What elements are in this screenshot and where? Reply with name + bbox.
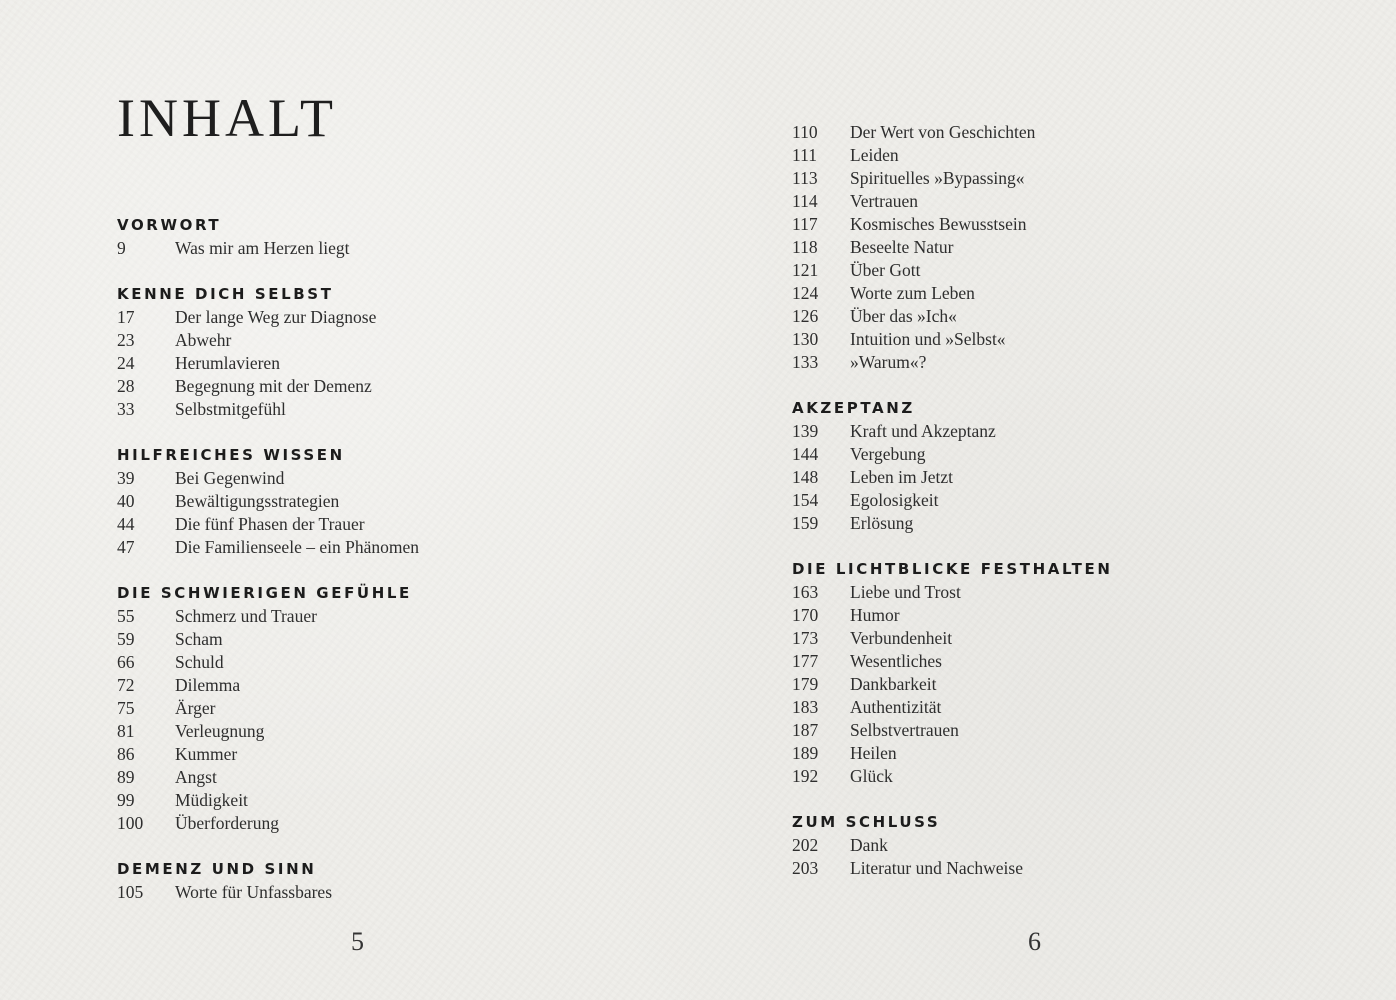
entry-page-number: 192	[792, 766, 819, 786]
toc-entry	[792, 144, 1113, 167]
toc-entry	[117, 674, 419, 697]
entry-title: Selbstmitgefühl	[175, 399, 286, 419]
entry-page-number: 99	[117, 790, 135, 810]
section-heading: ZUM SCHLUSS	[792, 813, 941, 831]
entry-title: Abwehr	[175, 330, 232, 350]
entry-page-number: 154	[792, 490, 819, 510]
entry-page-number: 179	[792, 674, 819, 694]
section-heading: KENNE DICH SELBST	[117, 285, 334, 303]
entry-page-number: 121	[792, 260, 819, 280]
toc-entry	[792, 305, 1113, 328]
entry-title: Dank	[850, 835, 888, 855]
toc-entry	[117, 720, 419, 743]
entry-page-number: 105	[117, 882, 144, 902]
section-heading: AKZEPTANZ	[792, 399, 915, 417]
toc-entry	[117, 306, 419, 329]
toc-entry	[792, 765, 1113, 788]
entry-page-number: 75	[117, 698, 135, 718]
toc-entry	[117, 375, 419, 398]
page-number-left: 5	[351, 927, 364, 956]
toc-entry	[117, 697, 419, 720]
toc-entry	[117, 329, 419, 352]
toc-entry	[792, 834, 1113, 857]
toc-entry	[792, 213, 1113, 236]
entry-page-number: 170	[792, 605, 819, 625]
toc-entry	[792, 719, 1113, 742]
toc-entry	[792, 604, 1113, 627]
entry-title: Heilen	[850, 743, 897, 763]
entry-title: Spirituelles »Bypassing«	[850, 168, 1025, 188]
entry-title: Vertrauen	[850, 191, 919, 211]
entry-title: Über Gott	[850, 260, 921, 280]
entry-title: Schmerz und Trauer	[175, 606, 317, 626]
toc-entry	[792, 673, 1113, 696]
entry-page-number: 159	[792, 513, 819, 533]
entry-title: Egolosigkeit	[850, 490, 939, 510]
toc-entry	[792, 282, 1113, 305]
entry-page-number: 126	[792, 306, 819, 326]
entry-title: Erlösung	[850, 513, 914, 533]
entry-title: Humor	[850, 605, 900, 625]
toc-entry	[792, 489, 1113, 512]
entry-page-number: 72	[117, 675, 135, 695]
entry-page-number: 28	[117, 376, 135, 396]
entry-title: Leben im Jetzt	[850, 467, 954, 487]
entry-title: Dankbarkeit	[850, 674, 937, 694]
entry-page-number: 39	[117, 468, 135, 488]
toc-entry	[792, 420, 1113, 443]
entry-page-number: 202	[792, 835, 819, 855]
toc-section	[117, 858, 419, 904]
toc-entry	[792, 627, 1113, 650]
entry-title: Ärger	[175, 698, 216, 718]
entry-page-number: 17	[117, 307, 135, 327]
entry-title: Scham	[175, 629, 223, 649]
entry-title: Selbstvertrauen	[850, 720, 959, 740]
entry-page-number: 130	[792, 329, 819, 349]
entry-page-number: 47	[117, 537, 135, 557]
entry-page-number: 44	[117, 514, 135, 534]
page-number-right: 6	[1028, 927, 1041, 956]
toc-entry	[117, 766, 419, 789]
right-page	[698, 0, 1396, 1000]
entry-page-number: 66	[117, 652, 135, 672]
toc-section	[792, 811, 1113, 880]
entry-page-number: 113	[792, 168, 818, 188]
section-heading: DIE LICHTBLICKE FESTHALTEN	[792, 560, 1113, 578]
entry-page-number: 187	[792, 720, 819, 740]
toc-entry	[792, 857, 1113, 880]
entry-page-number: 59	[117, 629, 135, 649]
entry-title: Literatur und Nachweise	[850, 858, 1023, 878]
entry-title: Angst	[175, 767, 217, 787]
toc-entry	[117, 398, 419, 421]
toc-entry	[117, 467, 419, 490]
toc-entry	[117, 651, 419, 674]
toc-entry	[792, 512, 1113, 535]
entry-page-number: 24	[117, 353, 135, 373]
entry-title: Kummer	[175, 744, 238, 764]
entry-page-number: 163	[792, 582, 819, 602]
entry-page-number: 144	[792, 444, 819, 464]
toc-entry	[792, 466, 1113, 489]
toc-entry	[117, 881, 419, 904]
toc-entry	[117, 536, 419, 559]
entry-page-number: 114	[792, 191, 818, 211]
entry-title: Leiden	[850, 145, 899, 165]
entry-title: Verbundenheit	[850, 628, 953, 648]
entry-page-number: 9	[117, 238, 126, 258]
toc-left	[117, 214, 419, 927]
toc-entry	[117, 513, 419, 536]
toc-entry	[117, 628, 419, 651]
toc-section	[792, 558, 1113, 788]
toc-entry	[117, 812, 419, 835]
toc-entry	[792, 167, 1113, 190]
entry-title: Was mir am Herzen liegt	[175, 238, 350, 258]
entry-title: Bei Gegenwind	[175, 468, 285, 488]
toc-section	[117, 582, 419, 835]
toc-right	[792, 121, 1113, 903]
entry-page-number: 40	[117, 491, 135, 511]
toc-entry	[117, 605, 419, 628]
toc-entry	[117, 490, 419, 513]
toc-entry	[792, 650, 1113, 673]
toc-entry	[117, 743, 419, 766]
entry-page-number: 110	[792, 122, 818, 142]
entry-title: Worte für Unfassbares	[175, 882, 333, 902]
toc-entry	[117, 352, 419, 375]
entry-title: Intuition und »Selbst«	[850, 329, 1006, 349]
entry-page-number: 81	[117, 721, 135, 741]
toc-section	[117, 214, 419, 260]
section-heading: VORWORT	[117, 216, 222, 234]
entry-title: Die fünf Phasen der Trauer	[175, 514, 365, 534]
entry-title: Dilemma	[175, 675, 241, 695]
entry-page-number: 33	[117, 399, 135, 419]
toc-entry	[792, 443, 1113, 466]
entry-page-number: 124	[792, 283, 819, 303]
toc-section	[792, 397, 1113, 535]
entry-page-number: 117	[792, 214, 818, 234]
entry-title: Begegnung mit der Demenz	[175, 376, 372, 396]
toc-entry	[792, 236, 1113, 259]
toc-entry	[792, 190, 1113, 213]
entry-title: Müdigkeit	[175, 790, 248, 810]
entry-page-number: 139	[792, 421, 819, 441]
entry-title: Über das »Ich«	[850, 306, 957, 326]
entry-title: Glück	[850, 766, 893, 786]
page-title: INHALT	[117, 88, 337, 148]
toc-entry	[792, 121, 1113, 144]
entry-page-number: 133	[792, 352, 819, 372]
toc-entry	[792, 259, 1113, 282]
entry-title: »Warum«?	[850, 352, 927, 372]
entry-title: Verleugnung	[175, 721, 265, 741]
entry-page-number: 173	[792, 628, 819, 648]
entry-page-number: 55	[117, 606, 135, 626]
entry-title: Der lange Weg zur Diagnose	[175, 307, 377, 327]
entry-title: Schuld	[175, 652, 224, 672]
entry-page-number: 89	[117, 767, 135, 787]
entry-page-number: 189	[792, 743, 819, 763]
toc-entry	[792, 351, 1113, 374]
entry-page-number: 183	[792, 697, 819, 717]
toc-section	[792, 121, 1113, 374]
entry-page-number: 100	[117, 813, 144, 833]
toc-section	[117, 444, 419, 559]
entry-page-number: 148	[792, 467, 819, 487]
entry-title: Die Familienseele – ein Phänomen	[175, 537, 419, 557]
toc-section	[117, 283, 419, 421]
entry-title: Worte zum Leben	[850, 283, 975, 303]
entry-title: Vergebung	[850, 444, 926, 464]
entry-title: Der Wert von Geschichten	[850, 122, 1036, 142]
toc-entry	[792, 696, 1113, 719]
entry-page-number: 118	[792, 237, 818, 257]
entry-title: Kraft und Akzeptanz	[850, 421, 996, 441]
entry-title: Bewältigungsstrategien	[175, 491, 340, 511]
entry-title: Authentizität	[850, 697, 942, 717]
entry-title: Überforderung	[175, 813, 279, 833]
entry-title: Kosmisches Bewusstsein	[850, 214, 1027, 234]
section-heading: HILFREICHES WISSEN	[117, 446, 345, 464]
entry-page-number: 86	[117, 744, 135, 764]
entry-title: Liebe und Trost	[850, 582, 961, 602]
toc-entry	[792, 581, 1113, 604]
entry-title: Herumlavieren	[175, 353, 280, 373]
toc-entry	[117, 237, 419, 260]
toc-entry	[117, 789, 419, 812]
toc-entry	[792, 328, 1113, 351]
entry-page-number: 23	[117, 330, 135, 350]
entry-title: Beseelte Natur	[850, 237, 954, 257]
entry-page-number: 111	[792, 145, 817, 165]
section-heading: DIE SCHWIERIGEN GEFÜHLE	[117, 584, 412, 602]
section-heading: DEMENZ UND SINN	[117, 860, 317, 878]
entry-page-number: 177	[792, 651, 819, 671]
entry-title: Wesentliches	[850, 651, 942, 671]
toc-entry	[792, 742, 1113, 765]
entry-page-number: 203	[792, 858, 819, 878]
